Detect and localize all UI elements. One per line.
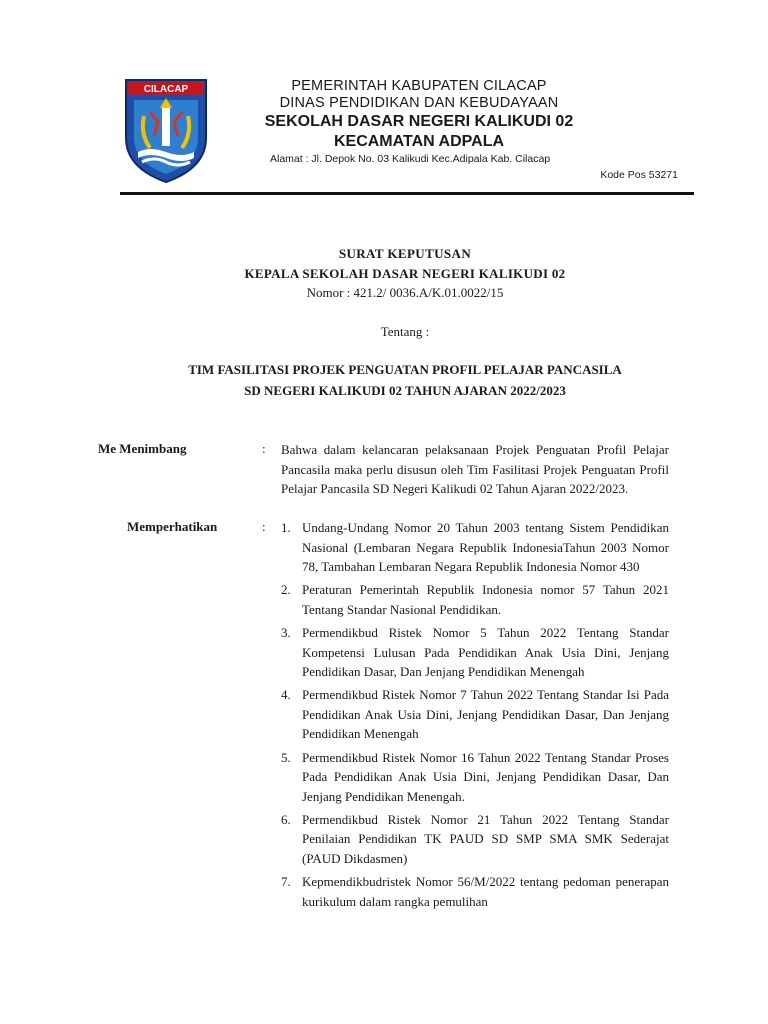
letterhead-government: PEMERINTAH KABUPATEN CILACAP (291, 78, 547, 94)
list-item-text: Permendikbud Ristek Nomor 16 Tahun 2022 Tentang Standar Proses Pada Pendidikan Anak Usia Dini, Jenjang Pendidikan Dasar, Dan Jenjang Pendidikan Menengah. (302, 749, 669, 804)
list-item-text: Undang-Undang Nomor 20 Tahun 2003 tentang Sistem Pendidikan Nasional (Lembaran Negara Republik IndonesiaTahun 2003 Nomor 78, Tambahan Lembaran Negara Republik Indonesia Nomor 430 (302, 520, 669, 575)
tentang-label: Tentang : (380, 324, 430, 339)
svg-text:CILACAP: CILACAP (143, 84, 189, 95)
letterhead-address: Alamat : Jl. Depok No. 03 Kalikudi Kec.Adipala Kab. Cilacap (270, 153, 551, 165)
list-item-number: 4. (281, 687, 291, 703)
cilacap-coat-of-arms-logo (120, 76, 212, 184)
list-item-text: Kepmendikbudristek Nomor 56/M/2022 tentang pedoman penerapan kurikulum dalam rangka pemulihan (302, 874, 669, 909)
list-item (281, 810, 669, 869)
memperhatikan-list (281, 518, 669, 915)
subject-line-1: TIM FASILITASI PROJEK PENGUATAN PROFIL PELAJAR PANCASILA (188, 362, 622, 377)
menimbang-text: Bahwa dalam kelancaran pelaksanaan Projek Penguatan Profil Pelajar Pancasila maka perlu disusun oleh Tim Fasilitasi Projek Penguatan Profil Pelajar Pancasila SD Negeri Kalikudi 02 Tahun Ajaran 2022/2023. (281, 442, 669, 497)
list-item (281, 748, 669, 807)
list-item-number: 5. (281, 749, 291, 765)
letterhead-department: DINAS PENDIDIKAN DAN KEBUDAYAAN (279, 95, 559, 111)
letterhead-district: KECAMATAN ADPALA (333, 133, 505, 150)
list-item (281, 518, 669, 577)
document-number: Nomor : 421.2/ 0036.A/K.01.0022/15 (306, 285, 504, 300)
list-item (281, 872, 669, 911)
document-heading: SURAT KEPUTUSAN (338, 246, 472, 261)
list-item-number: 3. (281, 624, 291, 640)
letterhead-postal-code: Kode Pos 53271 (600, 169, 678, 181)
list-item (281, 623, 669, 682)
list-item-number: 2. (281, 582, 291, 598)
list-item-text: Peraturan Pemerintah Republik Indonesia nomor 57 Tahun 2021 Tentang Standar Nasional Pendidikan. (302, 582, 669, 617)
memperhatikan-label: Memperhatikan (127, 519, 218, 534)
menimbang-label: Me Menimbang (98, 441, 187, 456)
list-item-number: 7. (281, 874, 291, 890)
list-item-number: 6. (281, 811, 291, 827)
list-item-text: Permendikbud Ristek Nomor 7 Tahun 2022 Tentang Standar Isi Pada Pendidikan Anak Usia Dini, Jenjang Pendidikan Dasar, Dan Jenjang Pendidikan Menengah (302, 687, 669, 742)
list-item (281, 580, 669, 619)
list-item (281, 685, 669, 744)
letterhead-divider (120, 192, 694, 195)
list-item-text: Permendikbud Ristek Nomor 5 Tahun 2022 Tentang Standar Kompetensi Lulusan Pada Pendidikan Anak Usia Dini, Jenjang Pendidikan Dasar, Dan Jenjang Pendidikan Menengah (302, 624, 669, 680)
document-subheading: KEPALA SEKOLAH DASAR NEGERI KALIKUDI 02 (244, 266, 566, 281)
memperhatikan-colon: : (262, 519, 266, 534)
subject-line-2: SD NEGERI KALIKUDI 02 TAHUN AJARAN 2022/2023 (244, 383, 566, 398)
list-item-text: Permendikbud Ristek Nomor 21 Tahun 2022 Tentang Standar Penilaian Pendidikan TK PAUD SD SMP SMA SMK Sederajat (PAUD Dikdasmen) (302, 811, 669, 866)
menimbang-colon: : (262, 441, 266, 456)
list-item-number: 1. (281, 520, 291, 535)
letterhead-school-name: SEKOLAH DASAR NEGERI KALIKUDI 02 (264, 113, 574, 130)
